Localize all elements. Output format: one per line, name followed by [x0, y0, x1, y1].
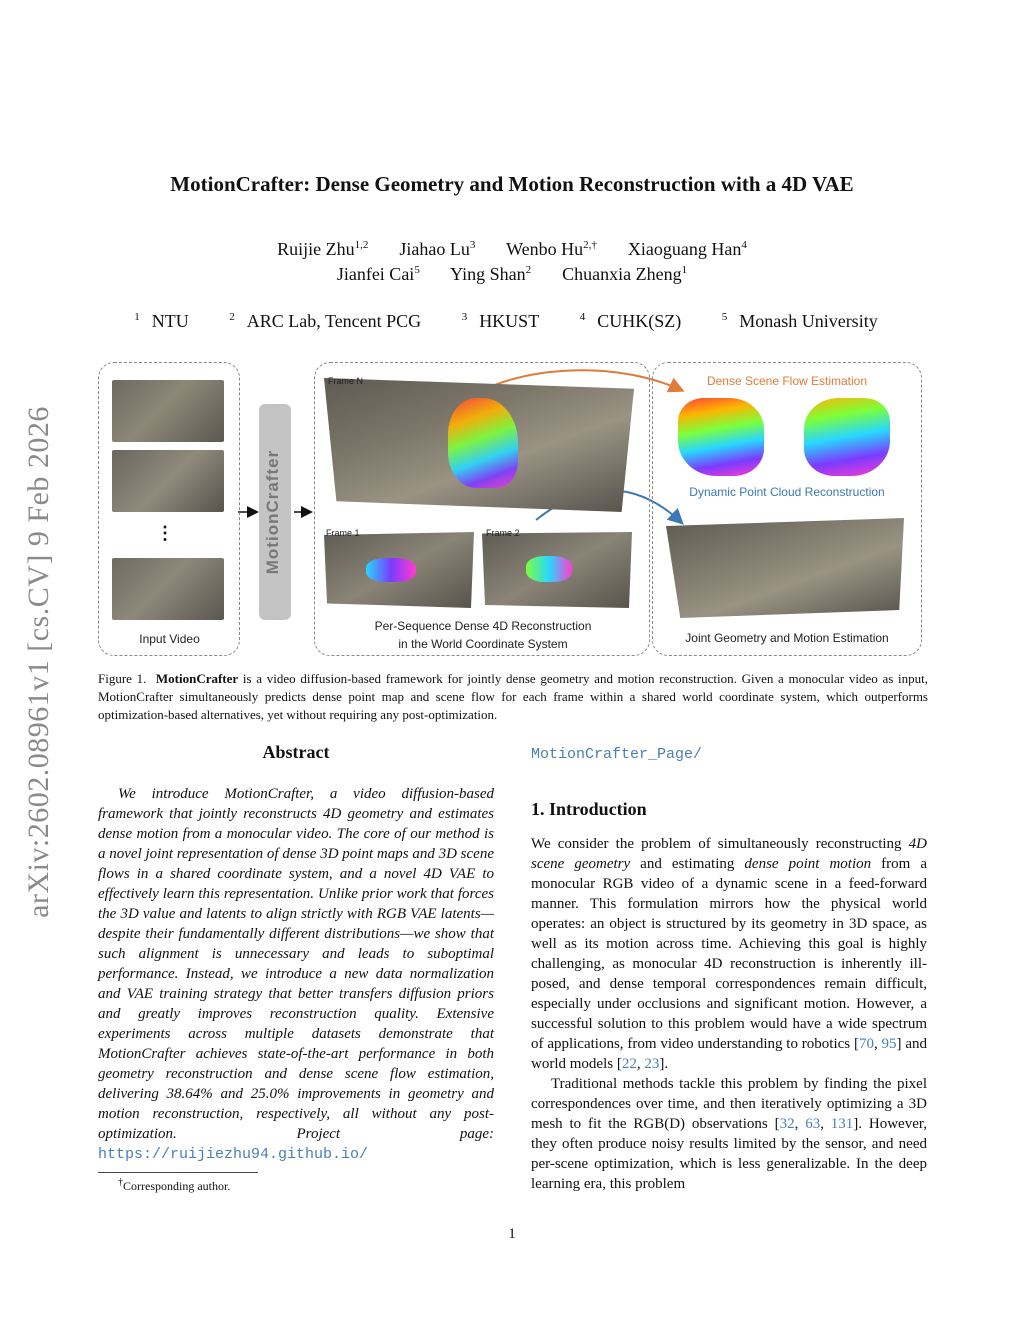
- input-frame-2: [112, 450, 224, 512]
- frame-1-flow: [366, 558, 416, 582]
- author: Jianfei Cai$^5$: [336, 264, 420, 284]
- author: Chuanxia Zheng$^1$: [562, 264, 688, 284]
- frame-2-label: Frame 2: [486, 528, 520, 538]
- affiliation: $^4$ CUHK(SZ): [579, 311, 682, 331]
- scene-flow-blob-1: [678, 398, 764, 476]
- point-cloud-image: [666, 518, 904, 618]
- author: Ying Shan$^2$: [450, 264, 532, 284]
- right-caption: Joint Geometry and Motion Estimation: [685, 631, 889, 645]
- affiliations: [60, 311, 964, 332]
- figure-1: [96, 360, 928, 664]
- intro-paragraph-2: Traditional methods tackle this problem by finding the pixel correspondences over time, and then iteratively optimizing a 3D mesh to fit the RGB(D) observations [32, 63, 131]. However, they often produce noisy results limited by the sensor, and need per-scene optimization, which is less generalizable. In the deep learning era, this problem: [531, 1076, 928, 1192]
- page-number: 1: [508, 1226, 516, 1242]
- intro-body: [531, 834, 927, 1194]
- affiliation: $^5$ Monash University: [721, 311, 878, 331]
- citation-link[interactable]: 23: [644, 1056, 660, 1072]
- affiliation: $^1$ NTU: [134, 311, 189, 331]
- input-frame-n: [112, 558, 224, 620]
- citation-link[interactable]: 95: [881, 1036, 897, 1052]
- affiliation: $^2$ ARC Lab, Tencent PCG: [229, 311, 422, 331]
- middle-caption-2: in the World Coordinate System: [398, 637, 568, 651]
- affiliation: $^3$ HKUST: [461, 311, 540, 331]
- author: Wenbo $Hu^{2,\dagger}$: [506, 239, 597, 259]
- arxiv-sidebar-id: arXiv:2602.08961v1 [cs.CV] 9 Feb 2026: [22, 406, 55, 918]
- intro-paragraph-1: We consider the problem of simultaneously reconstructing 4D scene geometry and estimating dense point motion from a monocular RGB video of a dynamic scene in a feed-forward manner. This formulation mirrors how the physical world operates: an object is structured by its geometry in 3D space, as well as its motion across time. Achieving this goal is highly challenging, as monocular 4D reconstruction is inherently ill-posed, and dense temporal correspondences remain difficult, especially under occlusions and significant motion. However, a successful solution to this problem would have a wide spectrum of applications, from video understanding to robotics [70, 95] and world models [22, 23].: [531, 836, 928, 1072]
- model-label: MotionCrafter: [263, 449, 282, 575]
- input-video-label: Input Video: [139, 632, 200, 646]
- citation-link[interactable]: 32: [779, 1116, 795, 1132]
- ellipsis-icon: ⋮: [156, 523, 174, 543]
- project-url-link[interactable]: https://ruijiezhu94.github.io/: [98, 1146, 369, 1163]
- footnote-rule: [98, 1172, 258, 1173]
- point-cloud-label: Dynamic Point Cloud Reconstruction: [689, 485, 885, 499]
- middle-caption-1: Per-Sequence Dense 4D Reconstruction: [374, 619, 592, 633]
- citation-link[interactable]: 22: [621, 1056, 637, 1072]
- author-row-1: [60, 239, 964, 260]
- citation-link[interactable]: 131: [830, 1116, 854, 1132]
- author-row-2: [60, 264, 964, 285]
- frame-n-label: Frame N: [328, 376, 364, 386]
- abstract-title: Abstract: [262, 742, 330, 762]
- citation-link[interactable]: 70: [858, 1036, 874, 1052]
- intro-title: 1. Introduction: [531, 799, 647, 819]
- input-frame-1: [112, 380, 224, 442]
- paper-title: MotionCrafter: Dense Geometry and Motion Reconstruction with a 4D VAE: [170, 172, 854, 196]
- author: Xiaoguang Han$^4$: [627, 239, 747, 259]
- scene-flow-label: Dense Scene Flow Estimation: [706, 374, 868, 388]
- author: Ruijie Zhu$^{1,2}$: [277, 239, 369, 259]
- footnote: †Corresponding author.: [118, 1177, 231, 1193]
- figure-caption: Figure 1. MotionCrafter is a video diffusion-based framework for jointly dense geometry and motion reconstruction. Given a monocular video as input, MotionCrafter simultaneously predicts dense point map and scene flow for each frame within a shared world coordinate system, which outperforms optimization-based alternatives, yet without requiring any post-optimization.: [98, 671, 928, 722]
- abstract-body: We introduce MotionCrafter, a video diffusion-based framework that jointly reconstructs 4D geometry and estimates dense motion from a monocular video. The core of our method is a novel joint representation of dense 3D point maps and 3D scene flows in a shared coordinate system, and a novel 4D VAE to effectively learn this representation. Unlike prior work that forces the 3D value and latents to align strictly with RGB VAE latents—despite their fundamentally different distributions—we show that such alignment is unnecessary and leads to suboptimal performance. Instead, we introduce a new data normalization and VAE training strategy that better transfers diffusion priors and greatly improves reconstruction quality. Extensive experiments across multiple datasets demonstrate that MotionCrafter achieves state-of-the-art performance in both geometry reconstruction and dense scene flow estimation, delivering 38.64% and 25.0% improvements in geometry and motion reconstruction, respectively, all without any post-optimization. Project page: https://ruijiezhu94.github.io/: [98, 786, 494, 1163]
- project-url-continued[interactable]: MotionCrafter_Page/: [531, 746, 703, 763]
- scene-flow-overlay: [448, 398, 518, 488]
- frame-1-label: Frame 1: [326, 528, 360, 538]
- scene-flow-blob-2: [804, 398, 890, 476]
- frame-2-flow: [526, 556, 572, 582]
- citation-link[interactable]: 63: [805, 1116, 821, 1132]
- author: Jiahao Lu$^3$: [399, 239, 476, 259]
